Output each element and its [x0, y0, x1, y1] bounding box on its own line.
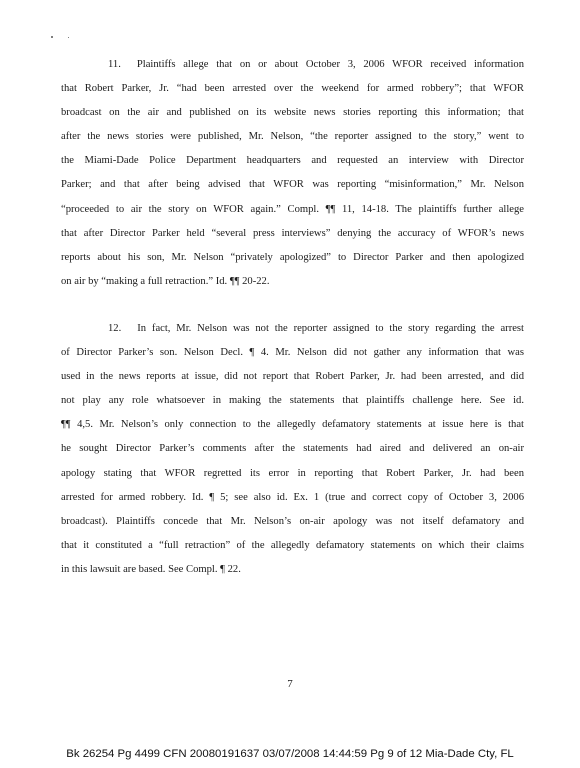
- paragraph-12-number: 12.: [108, 323, 122, 334]
- paragraph-11-line-1: 11. Plaintiffs allege that on or about October 3, 2006 WFOR received information: [108, 59, 524, 70]
- paragraph-11-line-6: Parker; and that after being advised that WFOR was reporting “misinformation,” Mr. Nelson: [61, 179, 524, 191]
- paragraph-11-line-9: reports about his son, Mr. Nelson “privately apologized” to Director Parker and then apologized: [61, 251, 524, 263]
- paragraph-12-line-10: that it constituted a “full retraction” of the allegedly defamatory statements on which their claims: [61, 539, 524, 551]
- paragraph-12-line-5: ¶¶ 4,5. Mr. Nelson’s only connection to the allegedly defamatory statements at issue here is that: [61, 419, 524, 431]
- paragraph-12-line-4: not play any role whatsoever in making the statements that plaintiffs challenge here. See id.: [61, 395, 524, 407]
- paragraph-12-line-8: arrested for armed robbery. Id. ¶ 5; see also id. Ex. 1 (true and correct copy of October 3, 2006: [61, 491, 524, 503]
- recording-stamp: Bk 26254 Pg 4499 CFN 20080191637 03/07/2008 14:44:59 Pg 9 of 12 Mia-Dade Cty, FL: [66, 748, 514, 760]
- paragraph-11-line-7: “proceeded to air the story on WFOR again.” Compl. ¶¶ 11, 14-18. The plaintiffs further allege: [61, 203, 524, 215]
- paragraph-11-number: 11.: [108, 59, 121, 70]
- paragraph-12-line-7: apology stating that WFOR regretted its error in reporting that Robert Parker, Jr. had been: [61, 467, 524, 479]
- paragraph-11-line-8: that after Director Parker held “several press interviews” denying the accuracy of WFOR’s news: [61, 227, 524, 239]
- paragraph-11-line-2: that Robert Parker, Jr. “had been arrested over the weekend for armed robbery”; that WFOR: [61, 83, 524, 95]
- paragraph-11-line-10: on air by “making a full retraction.” Id. ¶¶ 20-22.: [61, 275, 270, 287]
- paragraph-12-line-2: of Director Parker’s son. Nelson Decl. ¶ 4. Mr. Nelson did not gather any information that was: [61, 347, 524, 359]
- paragraph-12-line-6: he sought Director Parker’s comments after the statements had aired and delivered an on-air: [61, 443, 524, 455]
- paragraph-12-line-3: used in the news reports at issue, did not report that Robert Parker, Jr. had been arrested, and did: [61, 371, 524, 383]
- paragraph-12: [61, 317, 524, 582]
- paragraph-11: [61, 53, 524, 294]
- scan-speck: [51, 36, 53, 38]
- paragraph-11-line-3: broadcast on the air and published on its website news stories reporting this information; that: [61, 107, 524, 119]
- scan-speck: [68, 37, 69, 38]
- paragraph-12-line-9: broadcast). Plaintiffs concede that Mr. Nelson’s on-air apology was not itself defamatory and: [61, 515, 524, 527]
- paragraph-12-line-1: 12. In fact, Mr. Nelson was not the reporter assigned to the story regarding the arrest: [108, 323, 524, 334]
- paragraph-11-line-4: after the news stories were published, Mr. Nelson, “the reporter assigned to the story,” went to: [61, 131, 524, 143]
- paragraph-11-line-5: the Miami-Dade Police Department headquarters and requested an interview with Director: [61, 155, 524, 167]
- page-number: 7: [287, 678, 293, 690]
- paragraph-12-line-11: in this lawsuit are based. See Compl. ¶ 22.: [61, 563, 241, 575]
